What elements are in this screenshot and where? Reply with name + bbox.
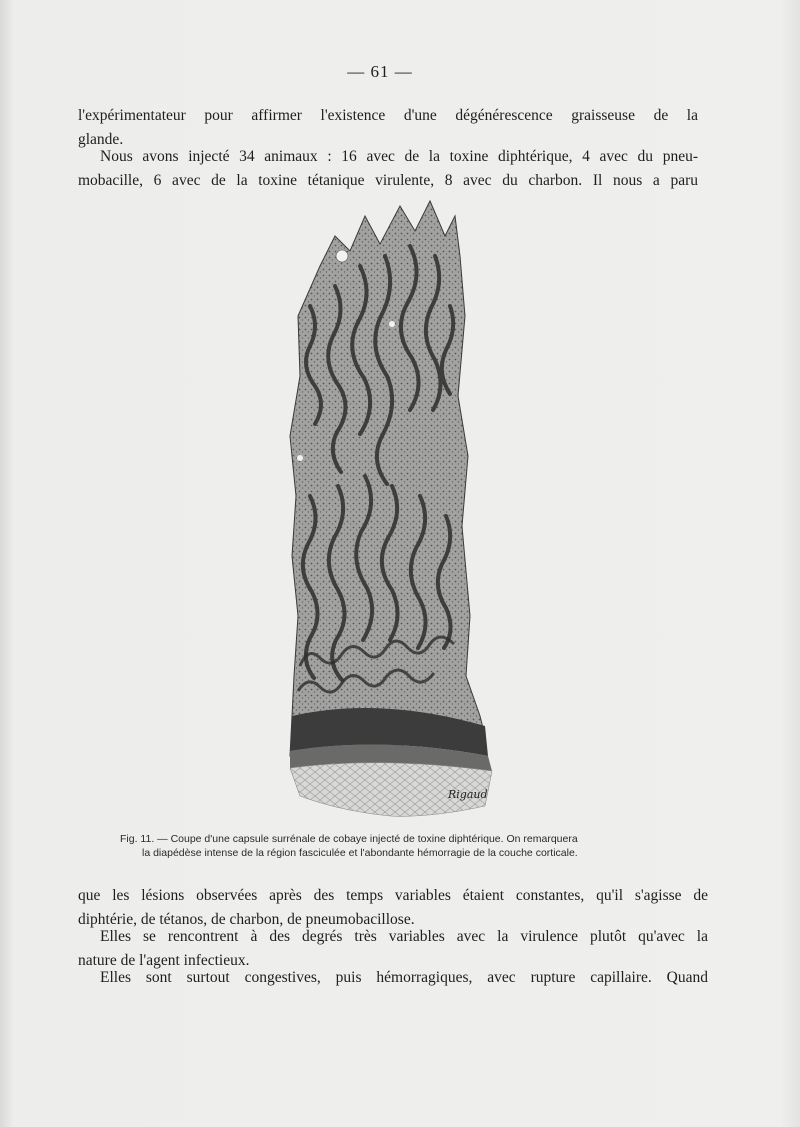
- paragraph-1-line-2: glande.: [78, 131, 124, 148]
- paragraph-2-line-2: mobacille, 6 avec de la toxine tétanique virulente, 8 avec du charbon. Il nous a paru: [78, 172, 698, 189]
- page-number: — 61 —: [347, 62, 413, 81]
- paragraph-5: [78, 966, 708, 990]
- paragraph-3-line-2: diphtérie, de tétanos, de charbon, de pneumobacillose.: [78, 911, 415, 928]
- adrenal-section-illustration: [280, 196, 510, 822]
- paragraph-2-line-1: Nous avons injecté 34 animaux : 16 avec de la toxine diphtérique, 4 avec du pneu-: [100, 148, 698, 165]
- artist-signature: Rigaud: [448, 788, 488, 801]
- paragraph-3-line-1: que les lésions observées après des temps variables étaient constantes, qu'il s'agisse de: [78, 887, 708, 904]
- paragraph-4-line-2: nature de l'agent infectieux.: [78, 952, 250, 969]
- caption-line-2: la diapédèse intense de la région fasciculée et l'abondante hémorragie de la couche corticale.: [142, 847, 578, 859]
- paragraph-5-line-1: Elles sont surtout congestives, puis hémorragiques, avec rupture capillaire. Quand: [100, 969, 708, 986]
- paragraph-1-line-1: l'expérimentateur pour affirmer l'existence d'une dégénérescence graisseuse de la: [78, 107, 698, 124]
- histology-figure: [280, 196, 510, 822]
- paragraph-4-line-1: Elles se rencontrent à des degrés très variables avec la virulence plutôt qu'avec la: [100, 928, 708, 945]
- figure-caption: [120, 832, 680, 860]
- caption-line-1: Fig. 11. — Coupe d'une capsule surrénale de cobaye injecté de toxine diphtérique. On remarquera: [120, 833, 578, 845]
- paragraph-2: [78, 145, 698, 193]
- tissue-column: [290, 201, 485, 756]
